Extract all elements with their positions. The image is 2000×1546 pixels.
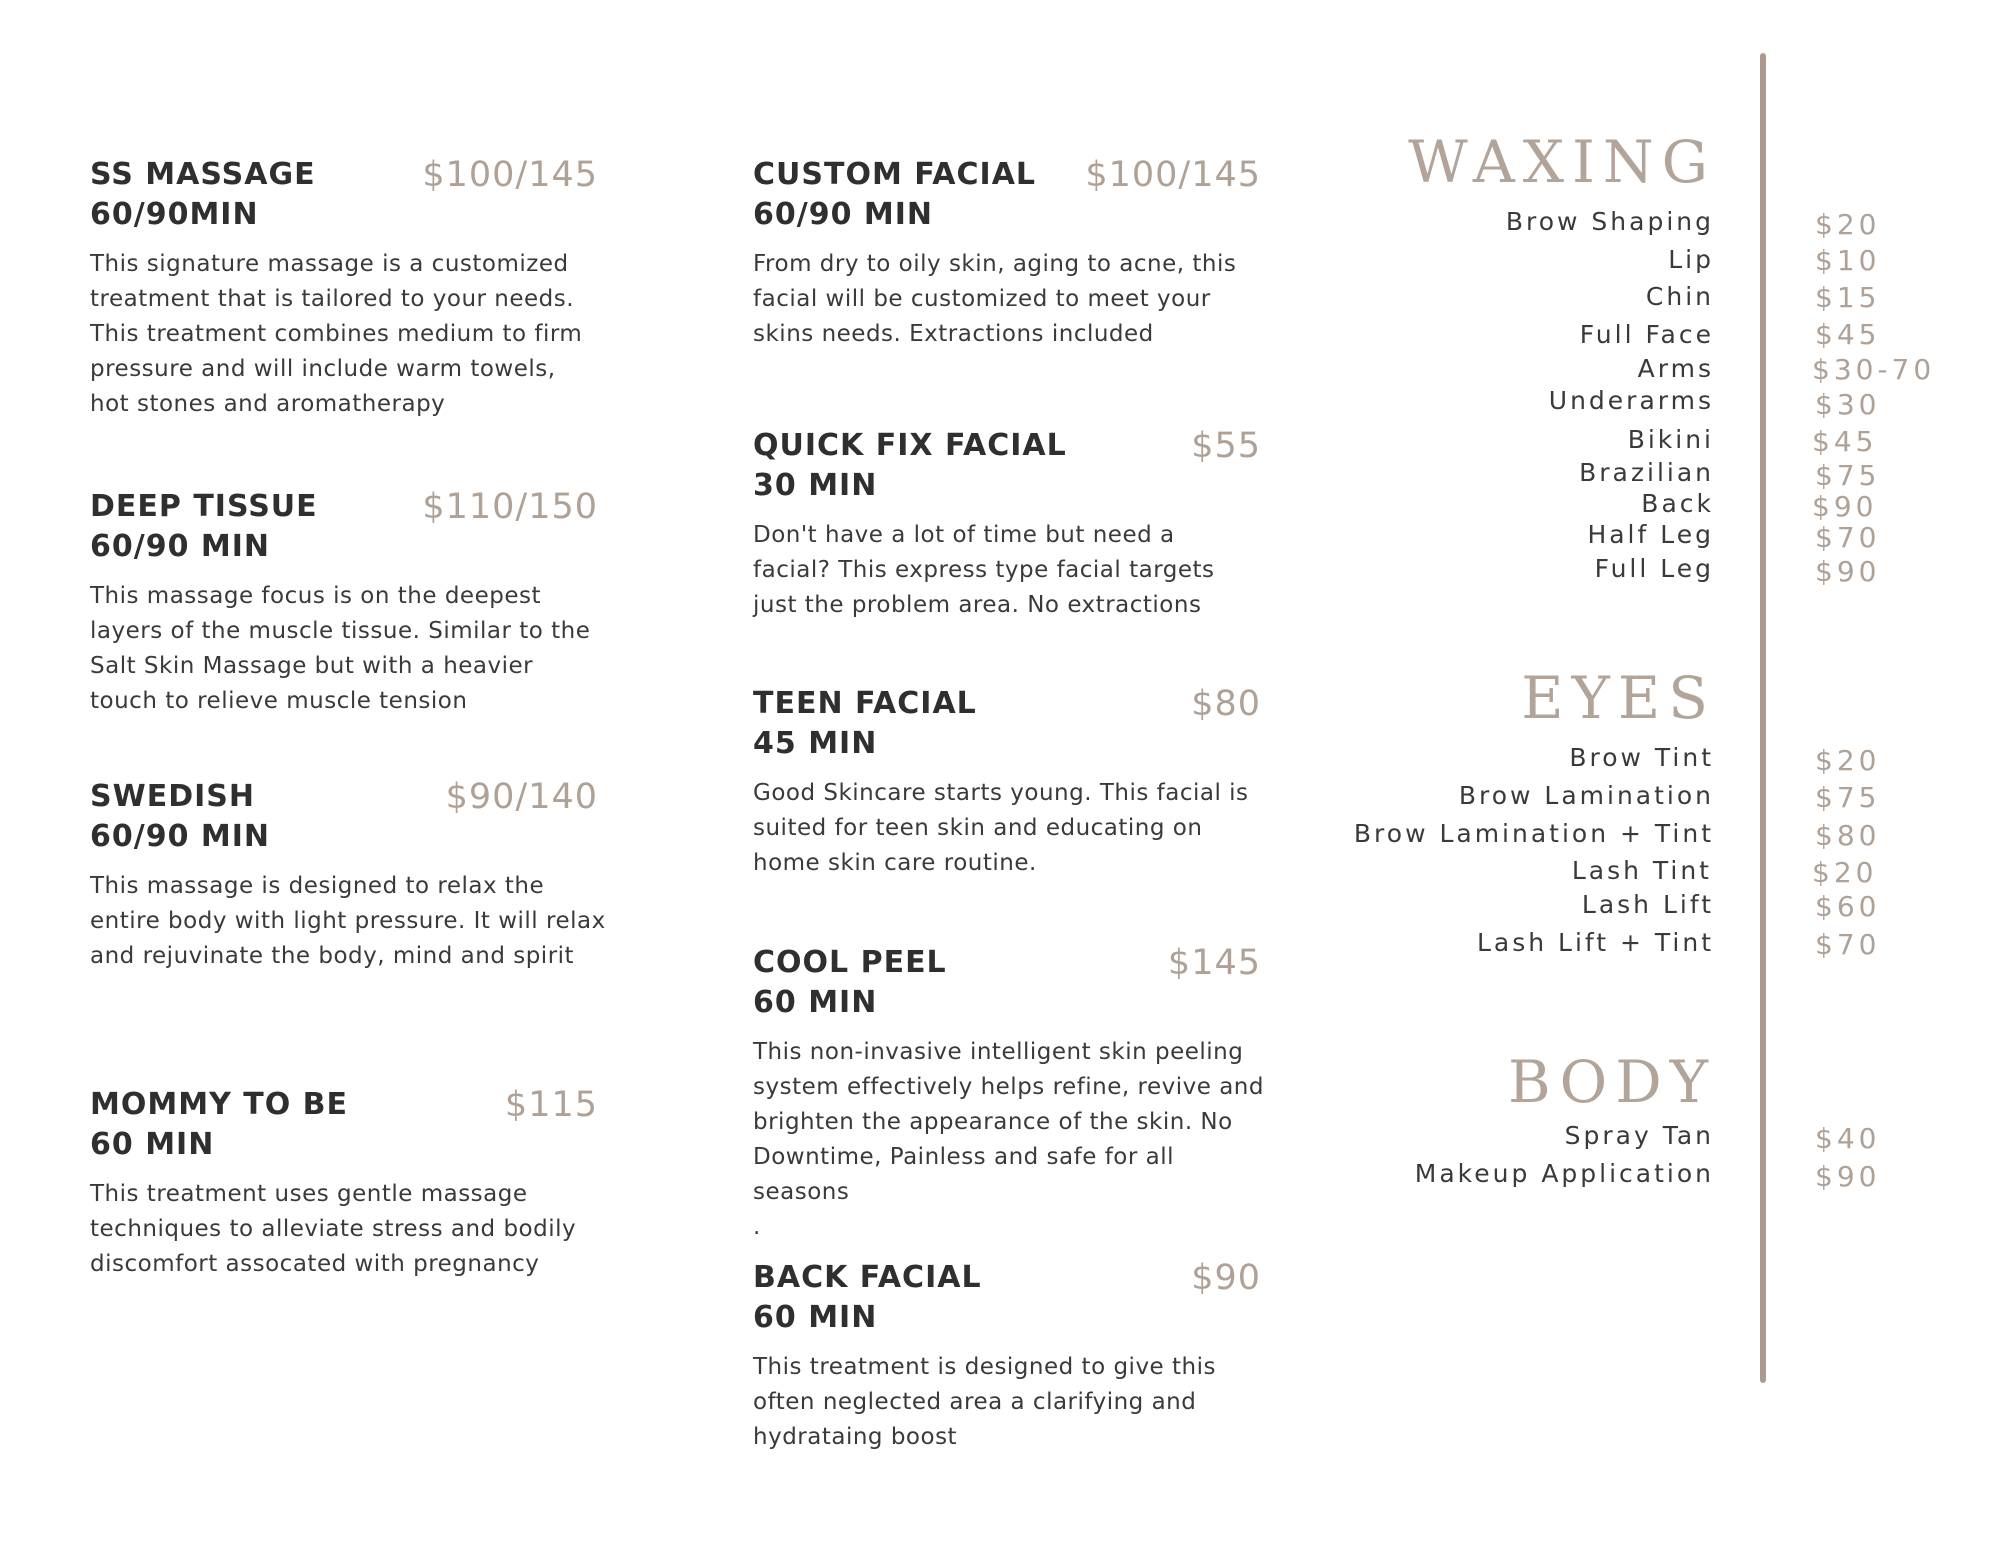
waxing-item-name: Full Face <box>1579 320 1714 349</box>
waxing-item-price: $70 <box>1815 521 1881 554</box>
service-swedish <box>90 777 606 974</box>
service-description <box>90 869 606 974</box>
service-price: $100/145 <box>1085 155 1261 195</box>
waxing-item-name: Half Leg <box>1587 520 1714 549</box>
waxing-item-price: $45 <box>1815 318 1881 351</box>
service-duration: 30 MIN <box>753 468 878 503</box>
description-line: Don't have a lot of time but need a <box>753 522 1175 548</box>
waxing-item-price: $45 <box>1812 425 1878 458</box>
service-back-facial <box>753 1258 1261 1455</box>
waxing-item-name: Lip <box>1668 245 1714 274</box>
waxing-item-name: Brow Shaping <box>1505 207 1714 236</box>
service-quick-fix-facial <box>753 426 1261 623</box>
eyes-title: EYES <box>1521 664 1716 732</box>
waxing-item-price: $30-70 <box>1812 353 1936 386</box>
description-line: From dry to oily skin, aging to acne, this <box>753 251 1237 277</box>
body-item-name: Spray Tan <box>1564 1121 1714 1150</box>
eyes-item-name: Brow Tint <box>1569 743 1714 772</box>
description-line: suited for teen skin and educating on <box>753 815 1203 841</box>
service-teen-facial <box>753 684 1261 881</box>
description-line: This treatment combines medium to firm <box>90 321 583 347</box>
service-description <box>90 1177 598 1282</box>
description-line: layers of the muscle tissue. Similar to the <box>90 618 591 644</box>
service-description <box>753 776 1261 881</box>
eyes-item-name: Brow Lamination + Tint <box>1353 819 1714 848</box>
vertical-divider <box>1760 53 1766 1383</box>
service-custom-facial <box>753 155 1261 352</box>
service-description <box>753 247 1261 352</box>
waxing-item-name: Underarms <box>1548 386 1714 415</box>
description-line: . <box>753 1214 761 1240</box>
waxing-title: WAXING <box>1408 128 1716 196</box>
waxing-item-price: $75 <box>1815 459 1881 492</box>
service-duration: 60 MIN <box>753 985 878 1020</box>
description-line: This treatment is designed to give this <box>753 1354 1216 1380</box>
description-line: Downtime, Painless and safe for all <box>753 1144 1174 1170</box>
service-duration: 45 MIN <box>753 726 878 761</box>
eyes-item-name: Brow Lamination <box>1458 781 1714 810</box>
description-line: Salt Skin Massage but with a heavier <box>90 653 534 679</box>
waxing-item-name: Chin <box>1645 282 1714 311</box>
service-price: $145 <box>1167 943 1261 983</box>
service-name: TEEN FACIAL <box>753 686 977 721</box>
body-title: BODY <box>1507 1048 1716 1116</box>
service-name: COOL PEEL <box>753 945 947 980</box>
service-description <box>90 579 598 719</box>
body-item-name: Makeup Application <box>1414 1159 1714 1188</box>
service-price: $90/140 <box>445 777 598 817</box>
waxing-item-price: $15 <box>1815 281 1881 314</box>
waxing-item-price: $10 <box>1815 244 1881 277</box>
description-line: and rejuvinate the body, mind and spirit <box>90 943 575 969</box>
service-name: BACK FACIAL <box>753 1260 982 1295</box>
description-line: often neglected area a clarifying and <box>753 1389 1197 1415</box>
description-line: system effectively helps refine, revive and <box>753 1074 1264 1100</box>
service-duration: 60/90 MIN <box>753 197 934 232</box>
service-name: SS MASSAGE <box>90 157 316 192</box>
service-duration: 60/90 MIN <box>90 529 271 564</box>
service-name: SWEDISH <box>90 779 255 814</box>
waxing-item-name: Arms <box>1637 354 1714 383</box>
service-duration: 60 MIN <box>90 1127 215 1162</box>
eyes-item-price: $60 <box>1815 890 1881 923</box>
eyes-item-price: $20 <box>1815 744 1881 777</box>
description-line: pressure and will include warm towels, <box>90 356 556 382</box>
description-line: This massage focus is on the deepest <box>90 583 541 609</box>
waxing-item-name: Full Leg <box>1594 554 1714 583</box>
service-price: $110/150 <box>422 487 598 527</box>
service-mommy-to-be <box>90 1085 598 1282</box>
service-price: $80 <box>1191 684 1261 724</box>
description-line: just the problem area. No extractions <box>753 592 1202 618</box>
service-description <box>753 1350 1261 1455</box>
description-line: techniques to alleviate stress and bodily <box>90 1216 577 1242</box>
service-name: MOMMY TO BE <box>90 1087 349 1122</box>
eyes-item-price: $20 <box>1812 856 1878 889</box>
description-line: facial? This express type facial targets <box>753 557 1215 583</box>
description-line: skins needs. Extractions included <box>753 321 1154 347</box>
description-line: touch to relieve muscle tension <box>90 688 468 714</box>
service-price: $115 <box>504 1085 598 1125</box>
waxing-item-price: $90 <box>1812 490 1878 523</box>
service-duration: 60/90MIN <box>90 197 259 232</box>
description-line: hydrataing boost <box>753 1424 958 1450</box>
service-price: $100/145 <box>422 155 598 195</box>
body-item-price: $90 <box>1815 1160 1881 1193</box>
body-item-price: $40 <box>1815 1122 1881 1155</box>
description-line: This treatment uses gentle massage <box>90 1181 528 1207</box>
description-line: This non-invasive intelligent skin peeling <box>753 1039 1244 1065</box>
service-name: QUICK FIX FACIAL <box>753 428 1067 463</box>
service-price: $55 <box>1191 426 1261 466</box>
description-line: home skin care routine. <box>753 850 1037 876</box>
description-line: This massage is designed to relax the <box>90 873 545 899</box>
eyes-item-name: Lash Lift <box>1581 890 1714 919</box>
service-deep-tissue <box>90 487 598 719</box>
description-line: hot stones and aromatherapy <box>90 391 446 417</box>
description-line: discomfort assocated with pregnancy <box>90 1251 540 1277</box>
eyes-item-name: Lash Lift + Tint <box>1476 928 1714 957</box>
waxing-item-name: Back <box>1641 489 1714 518</box>
service-name: CUSTOM FACIAL <box>753 157 1037 192</box>
service-ss-massage <box>90 155 598 422</box>
service-description <box>753 518 1261 623</box>
description-line: entire body with light pressure. It will relax <box>90 908 606 934</box>
service-duration: 60 MIN <box>753 1300 878 1335</box>
service-name: DEEP TISSUE <box>90 489 318 524</box>
service-description <box>90 247 598 422</box>
description-line: This signature massage is a customized <box>90 251 569 277</box>
service-duration: 60/90 MIN <box>90 819 271 854</box>
waxing-item-price: $20 <box>1815 208 1881 241</box>
waxing-item-name: Brazilian <box>1579 458 1714 487</box>
description-line: facial will be customized to meet your <box>753 286 1211 312</box>
service-cool-peel <box>753 943 1264 1245</box>
waxing-item-name: Bikini <box>1627 425 1714 454</box>
description-line: seasons <box>753 1179 850 1205</box>
description-line: treatment that is tailored to your needs. <box>90 286 575 312</box>
service-description <box>753 1035 1264 1245</box>
waxing-item-price: $30 <box>1815 388 1881 421</box>
service-price: $90 <box>1191 1258 1261 1298</box>
description-line: Good Skincare starts young. This facial is <box>753 780 1249 806</box>
description-line: brighten the appearance of the skin. No <box>753 1109 1233 1135</box>
eyes-item-price: $80 <box>1815 819 1881 852</box>
eyes-item-price: $70 <box>1815 928 1881 961</box>
eyes-item-price: $75 <box>1815 781 1881 814</box>
eyes-item-name: Lash Tint <box>1571 856 1712 885</box>
waxing-item-price: $90 <box>1815 555 1881 588</box>
